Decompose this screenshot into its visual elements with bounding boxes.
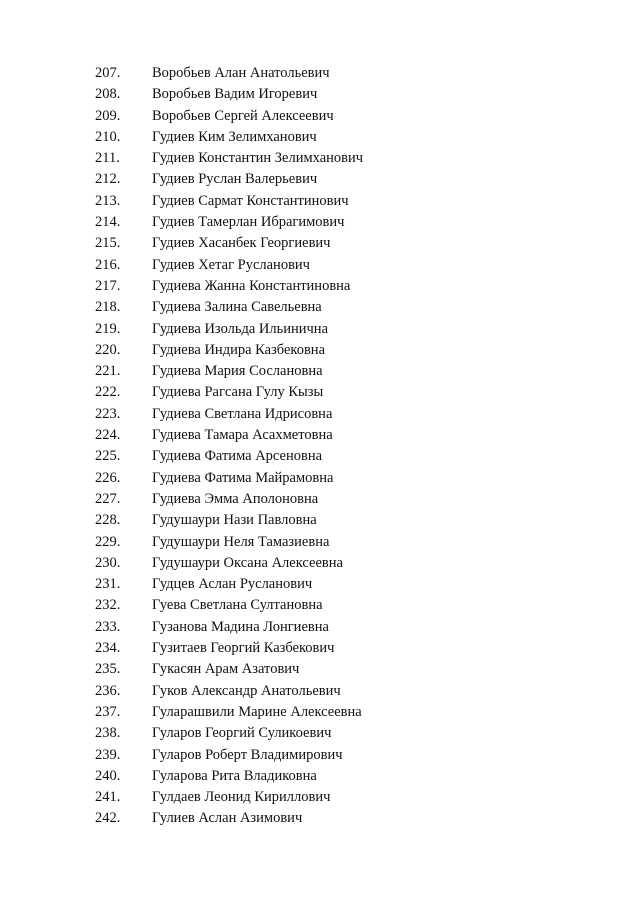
- entry-name: Гузанова Мадина Лонгиевна: [152, 618, 329, 635]
- list-item: [0, 297, 640, 318]
- entry-number: 228.: [95, 512, 121, 529]
- list-item: [0, 127, 640, 148]
- entry-name: Гуларашвили Марине Алексеевна: [152, 703, 362, 720]
- entry-number: 213.: [95, 192, 121, 209]
- entry-number: 225.: [95, 448, 121, 465]
- list-item: [0, 340, 640, 361]
- list-item: [0, 148, 640, 169]
- entry-name: Гудиев Константин Зелимханович: [152, 150, 364, 167]
- list-item: [0, 255, 640, 276]
- entry-number: 227.: [95, 490, 121, 507]
- entry-name: Воробьев Вадим Игоревич: [152, 86, 318, 103]
- entry-name: Гудиева Тамара Асахметовна: [152, 427, 333, 444]
- entry-name: Гудиев Хетаг Русланович: [152, 256, 310, 273]
- list-item: [0, 191, 640, 212]
- entry-number: 220.: [95, 341, 121, 358]
- entry-number: 215.: [95, 235, 121, 252]
- list-item: [0, 84, 640, 105]
- entry-number: 235.: [95, 661, 121, 678]
- entry-name: Гудиева Фатима Арсеновна: [152, 448, 323, 465]
- list-item: [0, 702, 640, 723]
- entry-number: 239.: [95, 746, 121, 763]
- entry-number: 237.: [95, 703, 121, 720]
- entry-name: Гуларова Рита Владиковна: [152, 767, 317, 784]
- entry-name: Гузитаев Георгий Казбекович: [152, 640, 335, 657]
- entry-number: 233.: [95, 618, 121, 635]
- entry-number: 234.: [95, 640, 121, 657]
- list-item: [0, 106, 640, 127]
- list-item: [0, 233, 640, 254]
- entry-number: 211.: [95, 150, 120, 167]
- entry-number: 232.: [95, 597, 121, 614]
- list-item: [0, 510, 640, 531]
- entry-number: 240.: [95, 767, 121, 784]
- entry-name: Гудиева Жанна Константиновна: [152, 277, 351, 294]
- entry-number: 214.: [95, 214, 121, 231]
- name-list: [0, 63, 640, 830]
- list-item: [0, 681, 640, 702]
- list-item: [0, 169, 640, 190]
- list-item: [0, 808, 640, 829]
- list-item: [0, 659, 640, 680]
- entry-number: 226.: [95, 469, 121, 486]
- entry-number: 207.: [95, 65, 121, 81]
- entry-name: Воробьев Сергей Алексеевич: [152, 107, 334, 124]
- entry-number: 209.: [95, 107, 121, 124]
- entry-name: Воробьев Алан Анатольевич: [152, 65, 330, 81]
- list-item: [0, 532, 640, 553]
- entry-name: Гудиева Индира Казбековна: [152, 341, 326, 358]
- entry-number: 221.: [95, 363, 121, 380]
- entry-number: 210.: [95, 128, 121, 145]
- entry-name: Гудиев Руслан Валерьевич: [152, 171, 318, 188]
- list-item: [0, 489, 640, 510]
- entry-name: Гуева Светлана Султановна: [152, 597, 323, 614]
- entry-number: 238.: [95, 725, 121, 742]
- list-item: [0, 425, 640, 446]
- list-item: [0, 212, 640, 233]
- entry-name: Гуларов Георгий Суликоевич: [152, 725, 332, 742]
- list-item: [0, 638, 640, 659]
- entry-number: 236.: [95, 682, 121, 699]
- entry-number: 208.: [95, 86, 121, 103]
- entry-name: Гудушаури Неля Тамазиевна: [152, 533, 330, 550]
- entry-name: Гудушаури Оксана Алексеевна: [152, 554, 343, 571]
- list-item: [0, 319, 640, 340]
- entry-name: Гудушаури Нази Павловна: [152, 512, 317, 529]
- entry-number: 219.: [95, 320, 121, 337]
- entry-number: 229.: [95, 533, 121, 550]
- entry-name: Гудиева Мария Сослановна: [152, 363, 323, 380]
- list-item: [0, 723, 640, 744]
- entry-name: Гудиев Ким Зелимханович: [152, 128, 317, 145]
- entry-name: Гулдаев Леонид Кириллович: [152, 789, 331, 806]
- entry-name: Гуков Александр Анатольевич: [152, 682, 341, 699]
- list-item: [0, 787, 640, 808]
- list-item: [0, 382, 640, 403]
- list-item: [0, 745, 640, 766]
- entry-number: 222.: [95, 384, 121, 401]
- entry-name: Гулиев Аслан Азимович: [152, 810, 303, 827]
- list-item: [0, 553, 640, 574]
- entry-number: 212.: [95, 171, 121, 188]
- list-item: [0, 595, 640, 616]
- entry-name: Гудиева Рагсана Гулу Кызы: [152, 384, 324, 401]
- list-item: [0, 446, 640, 467]
- entry-name: Гудиев Сармат Константинович: [152, 192, 349, 209]
- list-item: [0, 63, 640, 84]
- list-item: [0, 617, 640, 638]
- list-item: [0, 276, 640, 297]
- entry-number: 231.: [95, 576, 121, 593]
- list-item: [0, 766, 640, 787]
- entry-number: 217.: [95, 277, 121, 294]
- entry-name: Гудцев Аслан Русланович: [152, 576, 313, 593]
- entry-number: 223.: [95, 405, 121, 422]
- entry-number: 242.: [95, 810, 121, 827]
- entry-number: 218.: [95, 299, 121, 316]
- entry-name: Гудиева Изольда Ильинична: [152, 320, 329, 337]
- entry-number: 241.: [95, 789, 121, 806]
- entry-name: Гудиев Хасанбек Георгиевич: [152, 235, 331, 252]
- entry-name: Гудиева Эмма Аполоновна: [152, 490, 319, 507]
- list-item: [0, 468, 640, 489]
- entry-name: Гудиева Светлана Идрисовна: [152, 405, 333, 422]
- entry-name: Гудиева Фатима Майрамовна: [152, 469, 334, 486]
- list-item: [0, 574, 640, 595]
- entry-name: Гудиев Тамерлан Ибрагимович: [152, 214, 345, 231]
- entry-number: 224.: [95, 427, 121, 444]
- list-item: [0, 361, 640, 382]
- list-item: [0, 404, 640, 425]
- entry-name: Гудиева Залина Савельевна: [152, 299, 322, 316]
- entry-name: Гукасян Арам Азатович: [152, 661, 300, 678]
- entry-name: Гуларов Роберт Владимирович: [152, 746, 343, 763]
- entry-number: 216.: [95, 256, 121, 273]
- entry-number: 230.: [95, 554, 121, 571]
